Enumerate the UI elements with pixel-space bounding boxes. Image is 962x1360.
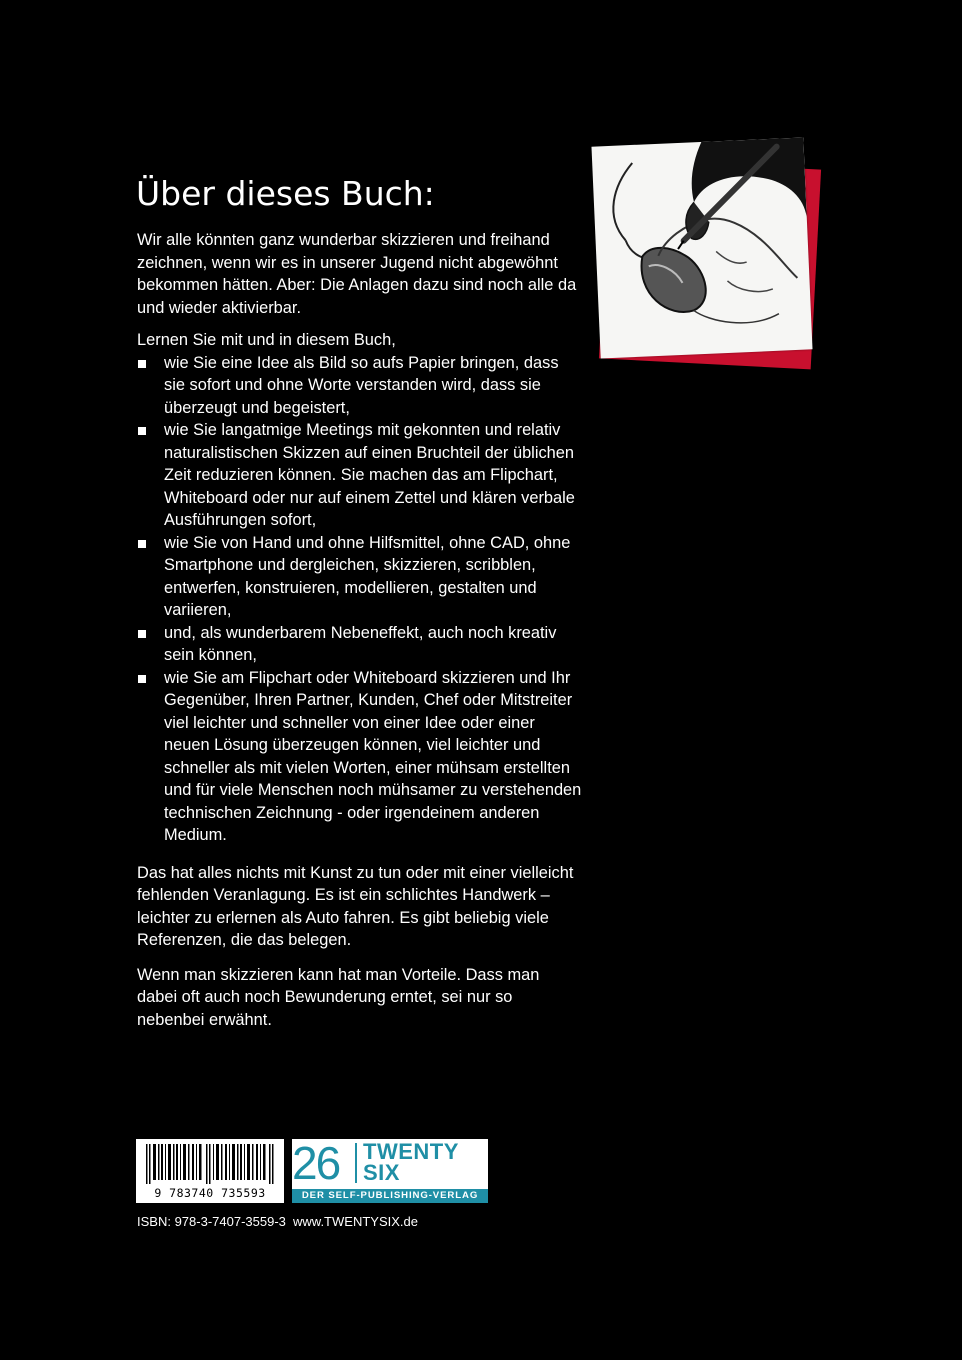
list-item bbox=[137, 667, 582, 847]
square-bullet-icon bbox=[138, 360, 146, 368]
square-bullet-icon bbox=[138, 540, 146, 548]
list-item-text: und, als wunderbarem Nebeneffekt, auch noch kreativ sein können, bbox=[164, 623, 557, 664]
lead-paragraph: Lernen Sie mit und in diesem Buch, bbox=[137, 331, 396, 349]
benefit-list bbox=[137, 352, 582, 847]
logo-number: 26 bbox=[292, 1137, 340, 1189]
square-bullet-icon bbox=[138, 427, 146, 435]
isbn-barcode bbox=[136, 1139, 284, 1203]
page-title: Über dieses Buch: bbox=[136, 174, 435, 213]
hand-drawing-mouse-illustration bbox=[591, 137, 812, 358]
list-item-text: wie Sie von Hand und ohne Hilfsmittel, ohne CAD, ohne Smartphone und dergleichen, skizzieren, scribblen, entwerfen, konstruieren, modellieren, gestalten und variieren, bbox=[164, 533, 571, 619]
sketch-photo bbox=[591, 137, 812, 358]
publisher-logo bbox=[292, 1139, 488, 1203]
list-item-text: wie Sie eine Idee als Bild so aufs Papier bringen, dass sie sofort und ohne Worte verstanden wird, dass sie überzeugt und begeistert, bbox=[164, 353, 559, 417]
closing-paragraph: Wenn man skizzieren kann hat man Vorteile. Dass man dabei oft auch noch Bewunderung erntet, sei nur so nebenbei erwähnt. bbox=[137, 965, 540, 1029]
list-item bbox=[137, 352, 582, 420]
logo-word-six: SIX bbox=[363, 1160, 400, 1185]
blurb bbox=[137, 229, 582, 1041]
logo-divider bbox=[355, 1143, 357, 1183]
list-item-text: wie Sie am Flipchart oder Whiteboard skizzieren und Ihr Gegenüber, Ihren Partner, Kunden, Chef oder Mitstreiter viel leichter und schneller von einer Idee oder einer neuen Lösung überzeugen können, viel leichter und schneller als mit vielen Worten, einer mühsam erstellten und für viele Menschen noch mühsamer zu verstehenden technischen Zeichnung - oder irgendeinem anderen Medium. bbox=[164, 668, 582, 844]
barcode-digits: 9 783740 735593 bbox=[154, 1186, 266, 1200]
square-bullet-icon bbox=[138, 630, 146, 638]
isbn-text: ISBN: 978-3-7407-3559-3 bbox=[137, 1214, 286, 1229]
barcode-bars-icon bbox=[142, 1144, 278, 1184]
logo-tagline: DER SELF-PUBLISHING-VERLAG bbox=[292, 1189, 488, 1203]
intro-paragraph: Wir alle könnten ganz wunderbar skizzieren und freihand zeichnen, wenn wir es in unserer Jugend nicht abgewöhnt bekommen hätten. Aber: Die Anlagen dazu sind noch alle da und wieder aktivierbar. bbox=[137, 231, 577, 317]
list-item-text: wie Sie langatmige Meetings mit gekonnten und relativ naturalistischen Skizzen auf einen Bruchteil der üblichen Zeit reduzieren können. Sie machen das am Flipchart, Whiteboard oder nur auf einem Zettel und klären verbale Ausführungen sofort, bbox=[164, 421, 575, 529]
list-item bbox=[137, 622, 582, 667]
art-paragraph: Das hat alles nichts mit Kunst zu tun oder mit einer vielleicht fehlenden Veranlagung. Es ist ein schlichtes Handwerk – leichter zu erlernen als Auto fahren. Es gibt beliebig viele Referenzen, die das belegen. bbox=[137, 863, 574, 949]
logo-word-twenty: TWENTY bbox=[363, 1139, 459, 1164]
square-bullet-icon bbox=[138, 675, 146, 683]
list-item bbox=[137, 532, 582, 622]
list-item bbox=[137, 419, 582, 532]
publisher-website: www.TWENTYSIX.de bbox=[293, 1214, 418, 1229]
cover-illustration bbox=[596, 136, 826, 382]
